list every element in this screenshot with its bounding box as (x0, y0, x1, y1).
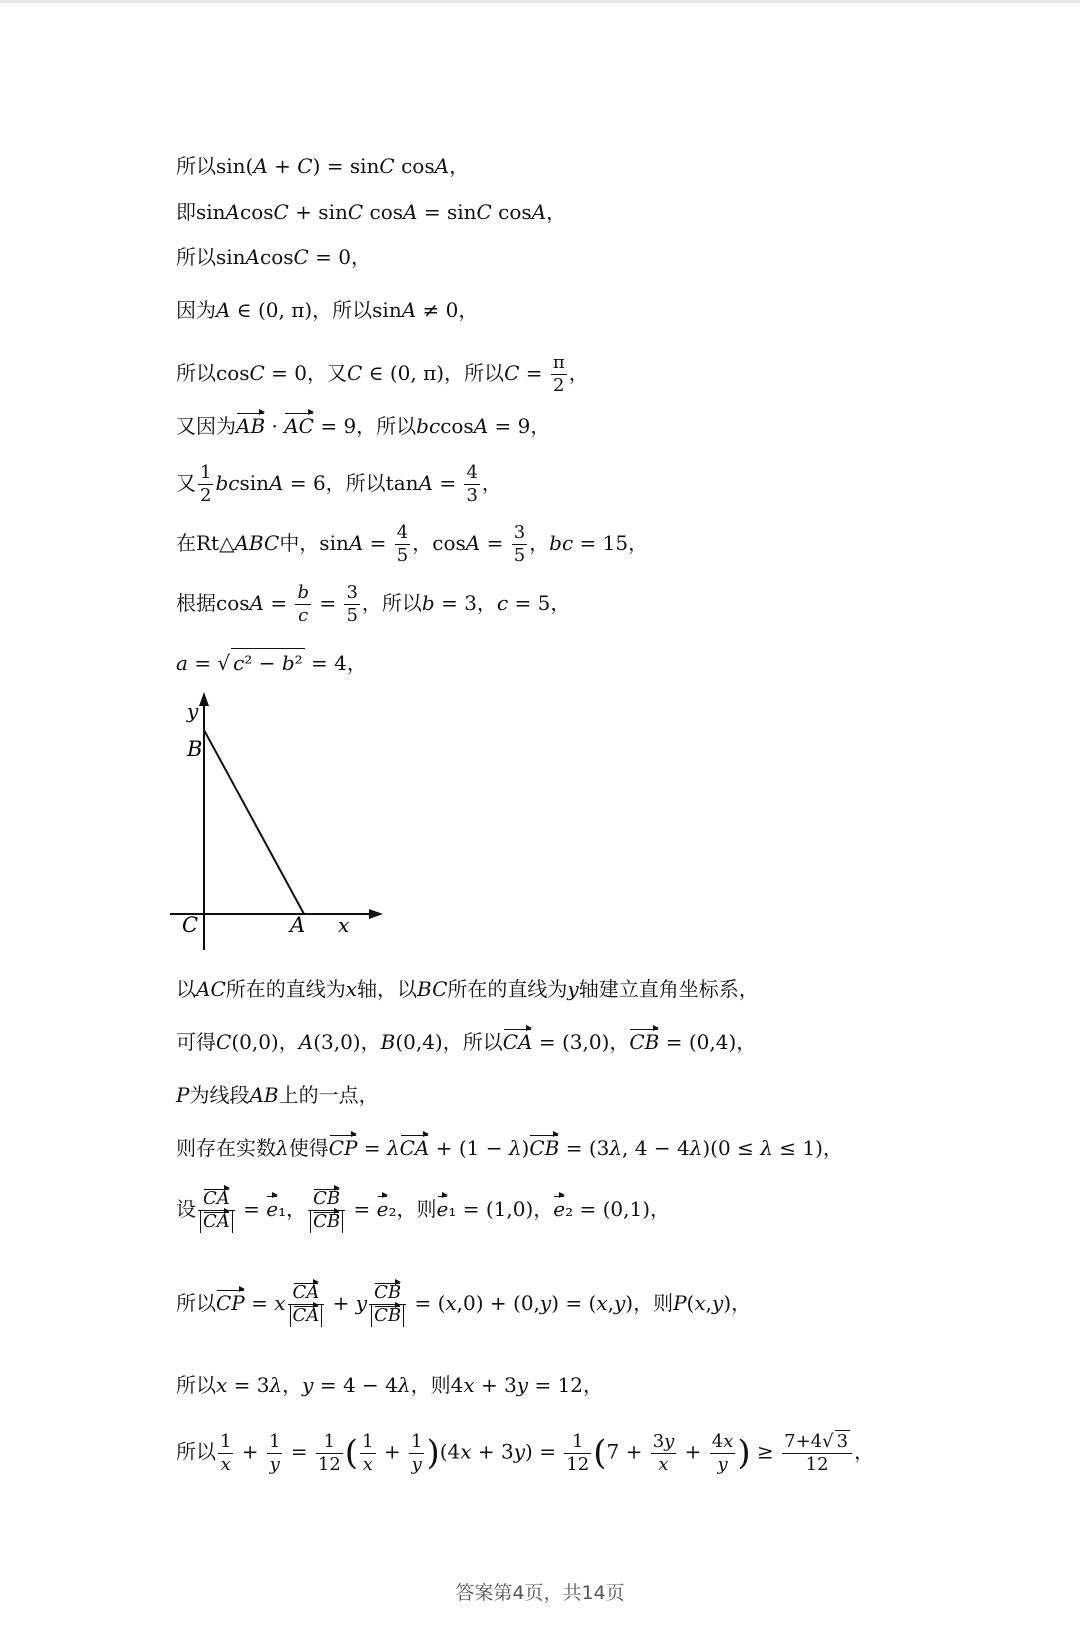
solution-line-4: 因为A ∈ (0, π)，所以sinA ≠ 0， (176, 298, 479, 322)
solution-line-5: 所以cosC = 0，又C ∈ (0, π)，所以C = $\frac{\pi}{2}$ ， (176, 352, 589, 396)
solution-line-18: 所以 $\frac{1}{x}$ + $\frac{1}{y}$ = $\frac{1}{12}$ ( $\frac{1}{x}$ + $\frac{1}{y}$ )(4x + 3y) = $\frac{1}{12}$ (7 + $\frac{3y}{x}$ + $\frac{4x}{y}$ ) ≥ $\frac{7+4√ 3}{12}$ ， (176, 1430, 875, 1475)
triangle-diagram (168, 692, 383, 950)
label-y: y (187, 699, 199, 723)
segment-AB (204, 730, 304, 914)
solution-line-8: 在Rt△ABC中，sinA = $\frac{4}{5}$ ，cosA = $\frac{3}{5}$ ，bc = 15， (176, 522, 649, 566)
solution-line-15: 设 $\frac{CA}{CA}$ = e₁， $\frac{CB}{CB}$ = e₂，则e₁ = (1,0)，e₂ = (0,1)， (176, 1188, 670, 1232)
page-footer: 答案第4页，共14页 (455, 1582, 625, 1604)
solution-line-6: 又因为AB · AC = 9，所以bccosA = 9， (176, 414, 551, 438)
y-axis-arrow (199, 692, 209, 706)
solution-line-16: 所以CP = x $\frac{CA}{CA}$ + y $\frac{CB}{CB}$ = (x,0) + (0,y) = (x,y)，则P(x,y)， (176, 1282, 752, 1326)
solution-line-17: 所以x = 3λ，y = 4 − 4λ，则4x + 3y = 12， (176, 1373, 604, 1397)
solution-line-1: 所以sin(A + C) = sinC cosA， (176, 154, 470, 178)
solution-line-14: 则存在实数λ使得CP = λCA + (1 − λ)CB = (3λ, 4 − 4λ)(0 ≤ λ ≤ 1)， (176, 1136, 843, 1160)
solution-line-12: 可得C(0,0)，A(3,0)，B(0,4)，所以CA = (3,0)，CB = (0,4)， (176, 1030, 757, 1054)
solution-line-9: 根据cosA = $\frac{b}{c}$ = $\frac{3}{5}$ ，所以b = 3，c = 5， (176, 582, 571, 626)
label-C: C (182, 913, 199, 937)
label-A: A (290, 913, 306, 937)
top-border (0, 0, 1080, 3)
label-B: B (187, 737, 203, 761)
solution-line-13: P为线段AB上的一点， (176, 1083, 379, 1107)
solution-line-7: 又 $\frac{1}{2}$ bcsinA = 6，所以tanA = $\frac{4}{3}$ ， (176, 462, 502, 506)
label-x: x (338, 913, 350, 937)
solution-line-3: 所以sinAcosC = 0， (176, 245, 372, 269)
solution-line-11: 以AC所在的直线为x轴，以BC所在的直线为y轴建立直角坐标系， (176, 977, 759, 1001)
solution-line-2: 即sinAcosC + sinC cosA = sinC cosA， (176, 200, 567, 224)
x-axis-arrow (369, 909, 383, 919)
solution-line-10: a = √ c² − b² = 4， (176, 648, 367, 677)
